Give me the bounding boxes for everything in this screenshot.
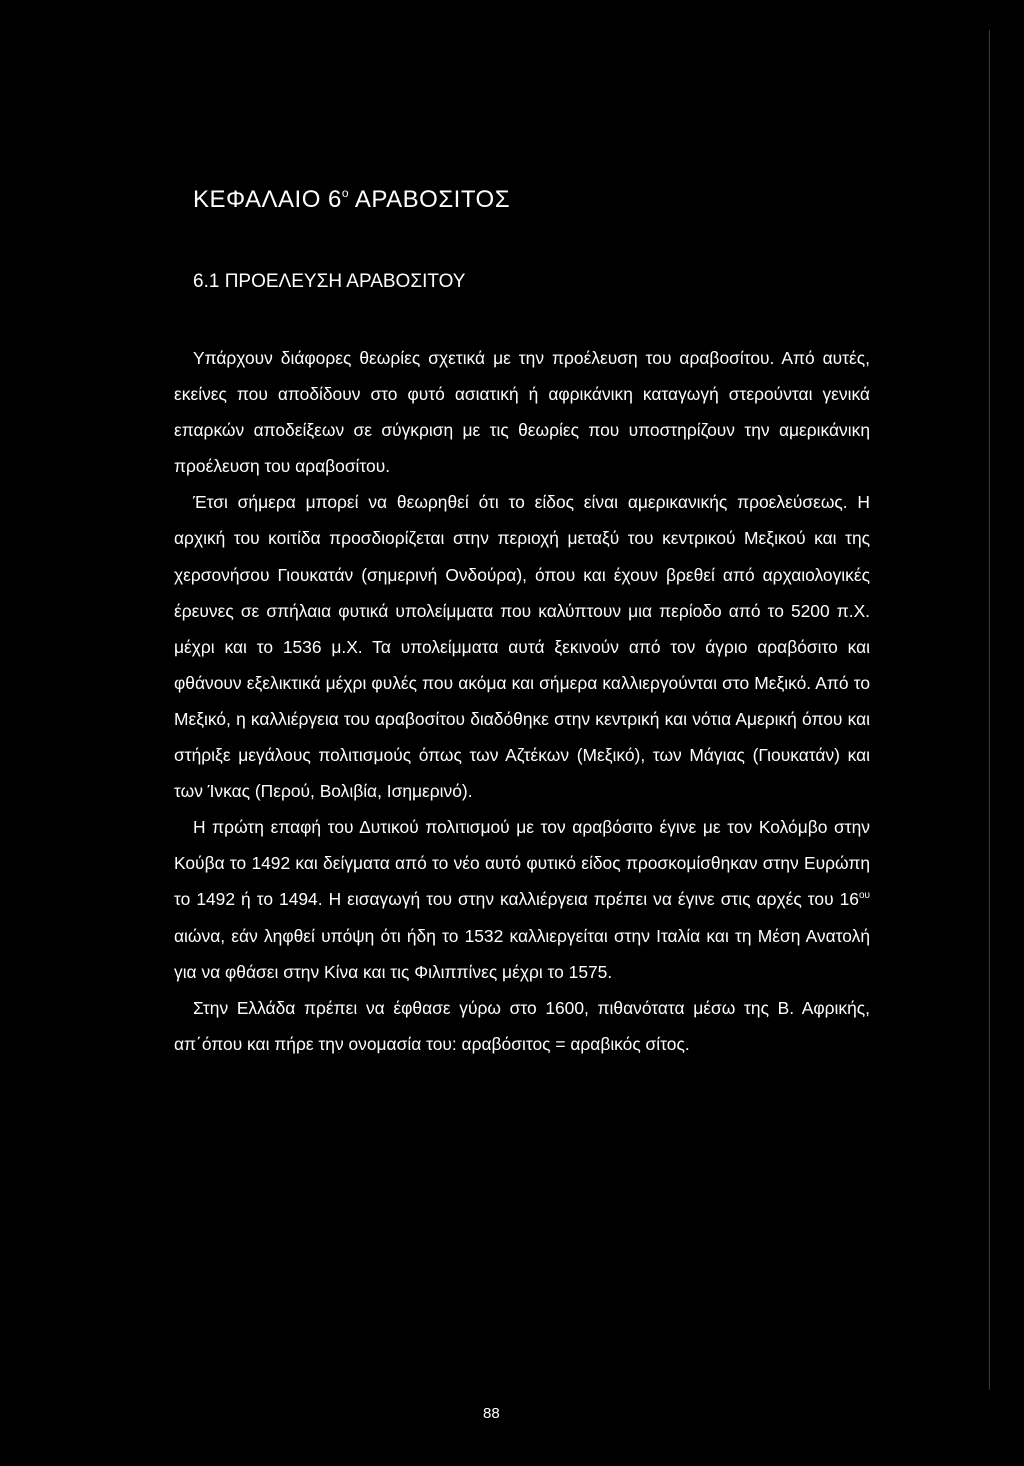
body-text bbox=[174, 340, 870, 1062]
chapter-title-prefix: ΚΕΦΑΛΑΙΟ 6 bbox=[193, 186, 342, 213]
paragraph-american-origin: Έτσι σήμερα μπορεί να θεωρηθεί ότι το είδος είναι αμερικανικής προελεύσεως. Η αρχική του κοιτίδα προσδιορίζεται στην περιοχή μεταξύ του κεντρικού Μεξικού και της χερσονήσου Γιουκατάν (σημερινή Ονδούρα), όπου και έχουν βρεθεί από αρχαιολογικές έρευνες σε σπήλαια φυτικά υπολείμματα που καλύπτουν μια περίοδο από το 5200 π.Χ. μέχρι και το 1536 μ.Χ. Τα υπολείμματα αυτά ξεκινούν από τον άγριο αραβόσιτο και φθάνουν εξελικτικά μέχρι φυλές που ακόμα και σήμερα καλλιεργούνται στο Μεξικό. Από το Μεξικό, η καλλιέργεια του αραβοσίτου διαδόθηκε στην κεντρική και νότια Αμερική όπου και στήριξε μεγάλους πολιτισμούς όπως των Αζτέκων (Μεξικό), των Μάγιας (Γιουκατάν) και των Ίνκας (Περού, Βολιβία, Ισημερινό). bbox=[174, 492, 870, 802]
chapter-title-superscript: ο bbox=[341, 186, 350, 200]
paragraph-origin-theories: Υπάρχουν διάφορες θεωρίες σχετικά με την προέλευση του αραβοσίτου. Από αυτές, εκείνες που αποδίδουν στο φυτό ασιατική ή αφρικάνικη καταγωγή στερούνται γενικά επαρκών αποδείξεων σε σύγκριση με τις θεωρίες που υποστηρίζουν την αμερικάνικη προέλευση του αραβοσίτου. bbox=[174, 348, 870, 477]
paragraph-europe-introduction bbox=[174, 809, 870, 989]
chapter-title bbox=[193, 186, 510, 214]
chapter-title-suffix: ΑΡΑΒΟΣΙΤΟΣ bbox=[349, 186, 511, 213]
paragraph-europe-text-end: αιώνα, εάν ληφθεί υπόψη ότι ήδη το 1532 καλλιεργείται στην Ιταλία και τη Μέση Ανατολή για να φθάσει στην Κίνα και τις Φιλιππίνες μέχρι το 1575. bbox=[174, 925, 870, 982]
century-superscript: ου bbox=[858, 890, 870, 902]
paragraph-greece-arrival: Στην Ελλάδα πρέπει να έφθασε γύρω στο 1600, πιθανότατα μέσω της Β. Αφρικής, απ΄όπου και πήρε την ονομασία του: αραβόσιτος = αραβικός σίτος. bbox=[174, 997, 870, 1054]
section-title: 6.1 ΠΡΟΕΛΕΥΣΗ ΑΡΑΒΟΣΙΤΟΥ bbox=[193, 271, 466, 292]
paragraph-europe-text-start: Η πρώτη επαφή του Δυτικού πολιτισμού με τον αραβόσιτο έγινε με τον Κολόμβο στην Κούβα το 1492 και δείγματα από το νέο αυτό φυτικό είδος προσκομίσθηκαν στην Ευρώπη το 1492 ή το 1494. Η εισαγωγή του στην καλλιέργεια πρέπει να έγινε στις αρχές του 16 bbox=[174, 817, 870, 910]
page-number: 88 bbox=[483, 1405, 500, 1422]
